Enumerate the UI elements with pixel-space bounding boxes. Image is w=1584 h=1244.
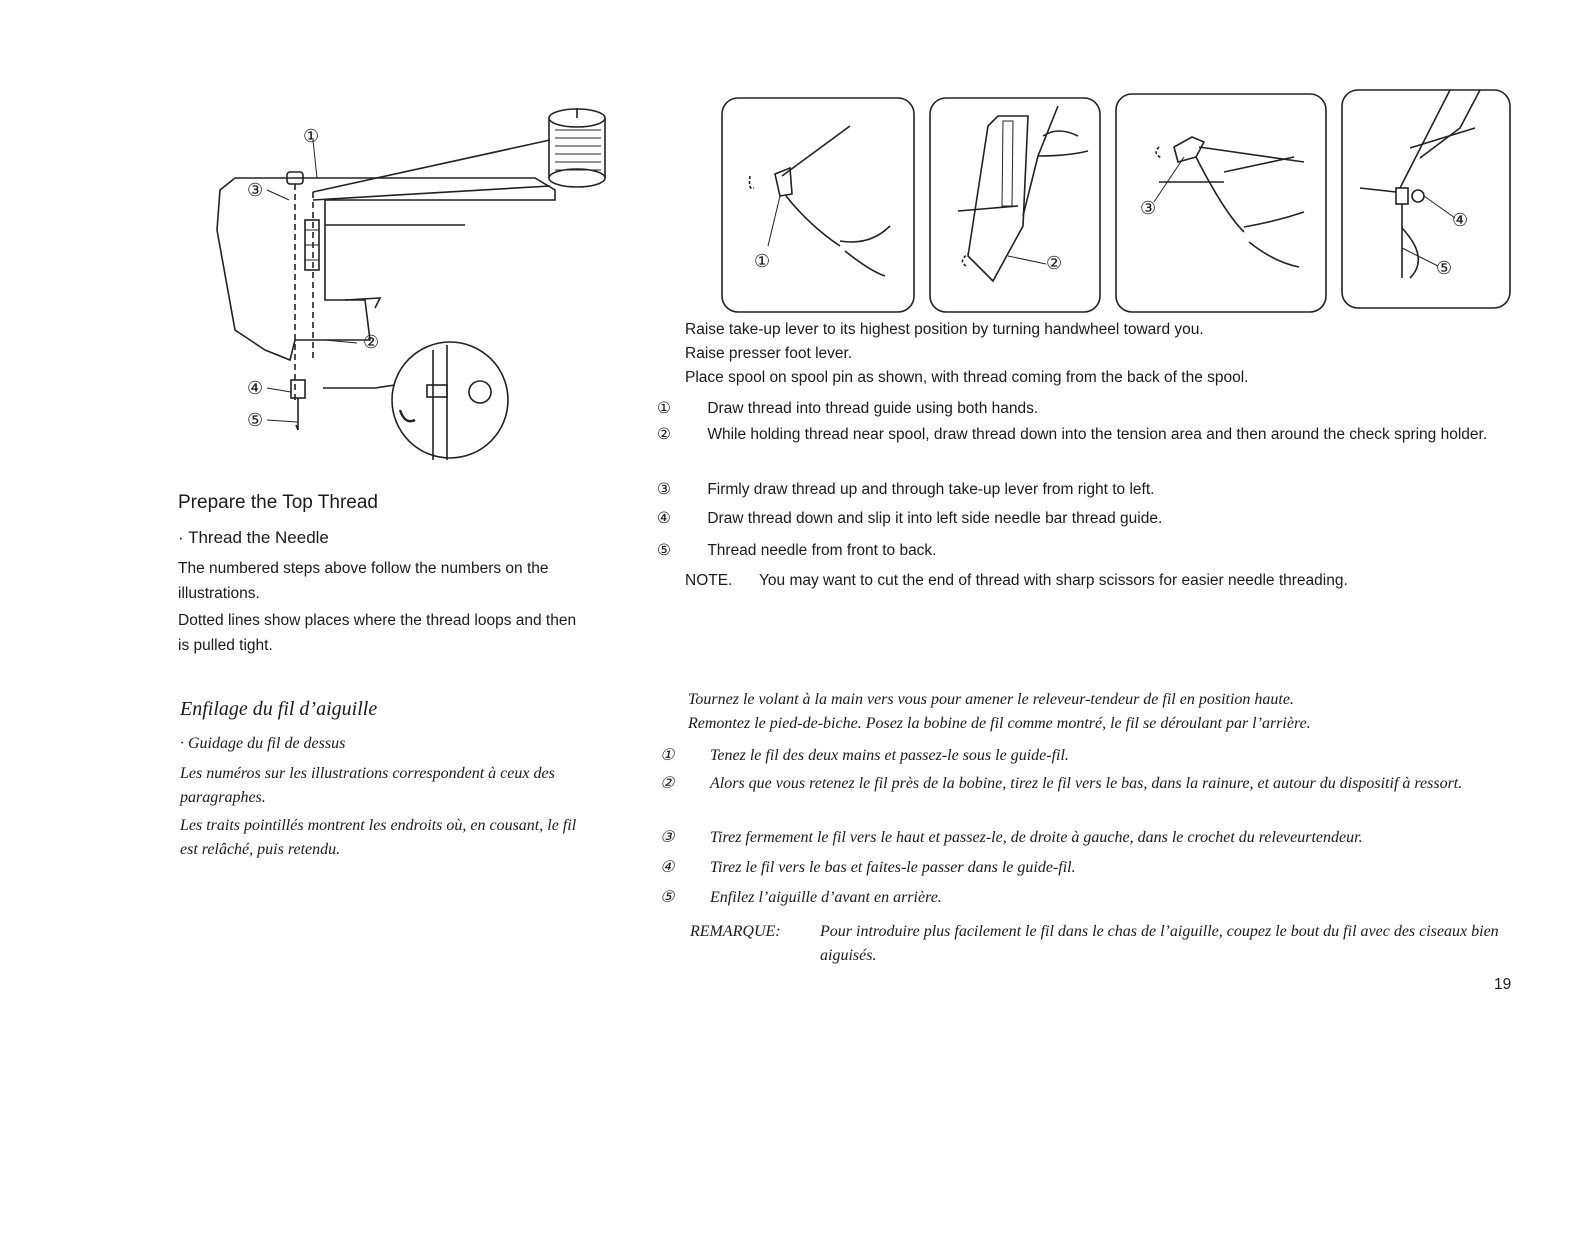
intro-line-3: Place spool on spool pin as shown, with thread coming from the back of the spool. — [685, 369, 1249, 386]
callout-2: ② — [363, 332, 380, 352]
panel-step-4-5-illustration — [1340, 88, 1512, 310]
intro-line-2-fr: Remontez le pied-de-biche. Posez la bobine de fil comme montré, le fil se déroulant par l’arrière. — [688, 715, 1311, 732]
panel-5-callout-text: ⑤ — [1436, 258, 1453, 278]
callout-5: ⑤ — [247, 410, 264, 430]
step-number: ② — [657, 426, 671, 443]
intro-paragraph-2: Dotted lines show places where the thread loops and then is pulled tight. — [178, 612, 577, 654]
step-number: ④ — [657, 510, 671, 527]
step-number: ③ — [657, 481, 671, 498]
step-number: ③ — [660, 829, 675, 846]
callout-3: ③ — [247, 180, 264, 200]
panel-step-3-illustration — [1114, 92, 1328, 314]
step-text: Tirez le fil vers le bas et faites-le passer dans le guide-fil. — [710, 859, 1076, 876]
intro-paragraph-1: The numbered steps above follow the numbers on the illustrations. — [178, 560, 549, 602]
section-title: Prepare the Top Thread — [178, 492, 378, 513]
step-1-fr — [660, 744, 1556, 768]
panel-4-callout: ④ — [1452, 210, 1469, 230]
step-text: Tenez le fil des deux mains et passez-le sous le guide-fil. — [710, 747, 1069, 764]
section-subtitle: · Thread the Needle — [178, 528, 329, 547]
step-number: ⑤ — [657, 542, 671, 559]
intro-line-2: Raise presser foot lever. — [685, 345, 853, 362]
step-text: Draw thread down and slip it into left side needle bar thread guide. — [707, 510, 1163, 527]
intro-line-1: Raise take-up lever to its highest position by turning handwheel toward you. — [685, 321, 1204, 338]
step-5-en — [657, 538, 1553, 563]
step-text: While holding thread near spool, draw thread down into the tension area and then around the check spring holder. — [707, 426, 1488, 443]
note-fr — [690, 920, 1520, 968]
step-number: ① — [660, 747, 675, 764]
step-number: ② — [660, 775, 675, 792]
step-number: ⑤ — [660, 889, 675, 906]
step-2-fr — [660, 772, 1544, 796]
step-5-fr — [660, 886, 1556, 910]
step-3-en — [657, 477, 1553, 502]
note-text: Pour introduire plus facilement le fil dans le chas de l’aiguille, coupez le bout du fil avec des ciseaux bien aiguisés. — [820, 923, 1499, 964]
instructions-en — [685, 318, 1525, 390]
callout-1: ① — [303, 126, 320, 146]
step-text: Enfilez l’aiguille d’avant en arrière. — [710, 889, 942, 906]
panel-3-callout: ③ — [1140, 198, 1157, 218]
note-en — [685, 568, 1525, 593]
callout-4: ④ — [247, 378, 264, 398]
step-number: ① — [657, 400, 671, 417]
step-4-fr — [660, 856, 1556, 880]
note-label: NOTE. — [685, 572, 733, 589]
step-2-en — [657, 422, 1541, 447]
panel-step-2-illustration — [928, 96, 1102, 314]
page-number: 19 — [1494, 976, 1512, 993]
step-3-fr — [660, 826, 1556, 850]
intro-paragraph-2-fr: Les traits pointillés montrent les endroits où, en cousant, le fil est relâché, puis retendu. — [180, 817, 577, 858]
step-1-en — [657, 396, 1553, 421]
step-text: Thread needle from front to back. — [707, 542, 937, 559]
note-label: REMARQUE: — [690, 923, 781, 940]
section-title-fr: Enfilage du fil d’aiguille — [180, 698, 378, 720]
panel-1-callout: ① — [754, 251, 771, 271]
panel-step-1-illustration — [720, 96, 916, 314]
instructions-fr — [688, 688, 1528, 736]
step-4-en — [657, 506, 1553, 531]
panel-2-callout: ② — [1046, 253, 1063, 273]
main-threading-illustration — [205, 100, 625, 470]
note-text: You may want to cut the end of thread with sharp scissors for easier needle threading. — [759, 572, 1348, 589]
intro-paragraph-1-fr: Les numéros sur les illustrations correspondent à ceux des paragraphes. — [180, 765, 555, 806]
step-text: Alors que vous retenez le fil près de la bobine, tirez le fil vers le bas, dans la rainure, et autour du dispositif à ressort. — [710, 775, 1463, 792]
step-text: Draw thread into thread guide using both hands. — [707, 400, 1039, 417]
intro-line-1-fr: Tournez le volant à la main vers vous pour amener le releveur-tendeur de fil en position haute. — [688, 691, 1294, 708]
section-subtitle-fr: · Guidage du fil de dessus — [180, 735, 346, 752]
step-number: ④ — [660, 859, 675, 876]
step-text: Firmly draw thread up and through take-up lever from right to left. — [707, 481, 1155, 498]
step-text: Tirez fermement le fil vers le haut et passez-le, de droite à gauche, dans le crochet du releveurtendeur. — [710, 829, 1363, 846]
